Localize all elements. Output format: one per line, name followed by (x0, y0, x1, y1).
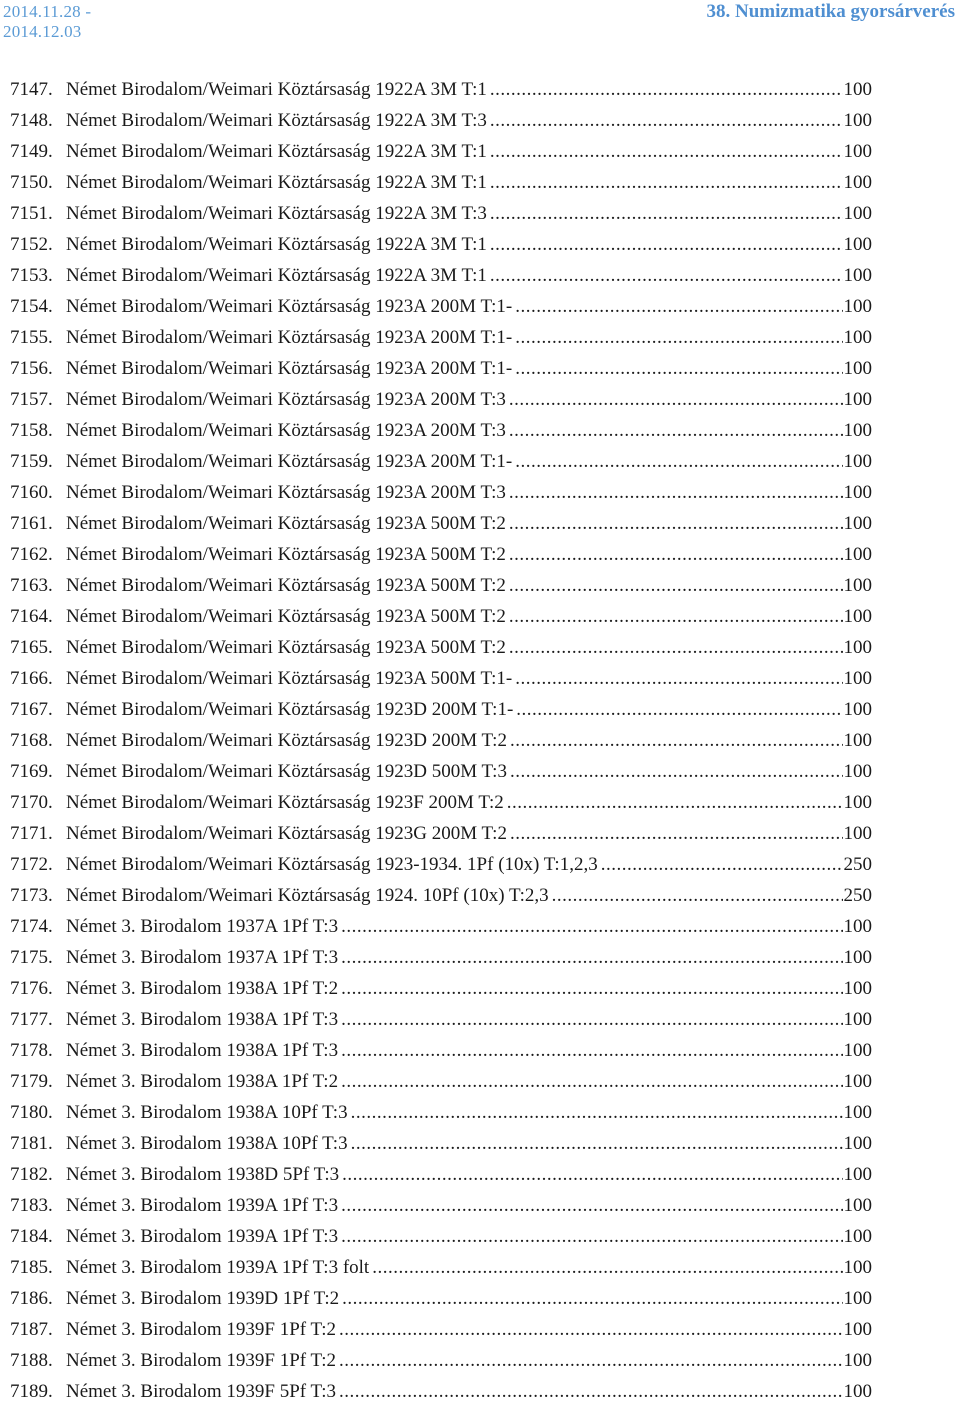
lot-number: 7151. (10, 203, 53, 224)
lot-number: 7156. (10, 358, 53, 379)
lot-starting-price: 100 (843, 1164, 872, 1185)
lot-row (10, 260, 872, 291)
lot-number: 7181. (10, 1133, 53, 1154)
lot-row (10, 1097, 872, 1128)
dot-leader (515, 446, 842, 477)
lot-starting-price: 100 (843, 203, 872, 224)
lot-starting-price: 100 (843, 1288, 872, 1309)
dot-leader (372, 1252, 842, 1283)
lot-row (10, 167, 872, 198)
dot-leader (490, 198, 843, 229)
lot-row (10, 353, 872, 384)
lot-description: Német Birodalom/Weimari Köztársaság 1923G 200M T:2 (66, 823, 507, 844)
lot-row (10, 1221, 872, 1252)
dot-leader (339, 1314, 843, 1345)
lot-starting-price: 100 (843, 1319, 872, 1340)
dot-leader (601, 849, 843, 880)
lot-number: 7187. (10, 1319, 53, 1340)
lot-starting-price: 100 (843, 1350, 872, 1371)
lot-starting-price: 100 (843, 358, 872, 379)
lot-starting-price: 100 (843, 761, 872, 782)
lot-number: 7159. (10, 451, 53, 472)
lot-number: 7157. (10, 389, 53, 410)
lot-description: Német Birodalom/Weimari Köztársaság 1923A 500M T:2 (66, 544, 506, 565)
lot-row (10, 570, 872, 601)
lot-starting-price: 100 (843, 389, 872, 410)
dot-leader (341, 1004, 842, 1035)
lot-number: 7168. (10, 730, 53, 751)
lot-starting-price: 100 (843, 916, 872, 937)
lot-description: Német Birodalom/Weimari Köztársaság 1922A 3M T:3 (66, 203, 487, 224)
lot-number: 7189. (10, 1381, 53, 1402)
lot-number: 7173. (10, 885, 53, 906)
lot-number: 7166. (10, 668, 53, 689)
lot-number: 7171. (10, 823, 53, 844)
auction-date-range: 2014.11.28 - 2014.12.03 (3, 2, 92, 41)
dot-leader (342, 1159, 842, 1190)
lot-number: 7184. (10, 1226, 53, 1247)
lot-description: Német Birodalom/Weimari Köztársaság 1923A 500M T:2 (66, 637, 506, 658)
lot-starting-price: 100 (843, 141, 872, 162)
dot-leader (490, 260, 843, 291)
lot-number: 7148. (10, 110, 53, 131)
dot-leader (552, 880, 843, 911)
dot-leader (509, 415, 843, 446)
lot-row (10, 601, 872, 632)
lot-description: Német 3. Birodalom 1939F 1Pf T:2 (66, 1319, 336, 1340)
dot-leader (341, 1066, 842, 1097)
lot-description: Német 3. Birodalom 1939F 1Pf T:2 (66, 1350, 336, 1371)
lot-description: Német 3. Birodalom 1937A 1Pf T:3 (66, 916, 339, 937)
lot-number: 7169. (10, 761, 53, 782)
lot-starting-price: 100 (843, 1226, 872, 1247)
dot-leader (351, 1097, 843, 1128)
lot-starting-price: 100 (843, 79, 872, 100)
lot-starting-price: 100 (843, 575, 872, 596)
lot-row (10, 632, 872, 663)
dot-leader (509, 632, 843, 663)
lot-row (10, 322, 872, 353)
lot-description: Német Birodalom/Weimari Köztársaság 1923A 500M T:1- (66, 668, 513, 689)
lot-description: Német 3. Birodalom 1939A 1Pf T:3 (66, 1226, 339, 1247)
dot-leader (490, 136, 843, 167)
dot-leader (490, 167, 843, 198)
lot-row (10, 849, 872, 880)
lot-starting-price: 100 (843, 792, 872, 813)
lot-description: Német 3. Birodalom 1938A 1Pf T:3 (66, 1009, 339, 1030)
dot-leader (342, 1283, 842, 1314)
lot-number: 7183. (10, 1195, 53, 1216)
lot-row (10, 446, 872, 477)
dot-leader (341, 1190, 842, 1221)
lot-row (10, 818, 872, 849)
dot-leader (509, 539, 843, 570)
lot-description: Német Birodalom/Weimari Köztársaság 1922A 3M T:1 (66, 172, 487, 193)
lot-row (10, 539, 872, 570)
lot-row (10, 1314, 872, 1345)
lot-description: Német 3. Birodalom 1939D 1Pf T:2 (66, 1288, 340, 1309)
lot-row (10, 1004, 872, 1035)
dot-leader (339, 1345, 843, 1376)
lot-description: Német Birodalom/Weimari Köztársaság 1923A 200M T:1- (66, 451, 513, 472)
lot-row (10, 415, 872, 446)
lot-description: Német Birodalom/Weimari Köztársaság 1923D 200M T:1- (66, 699, 514, 720)
lot-description: Német Birodalom/Weimari Köztársaság 1922A 3M T:1 (66, 234, 487, 255)
lot-starting-price: 100 (843, 327, 872, 348)
lot-starting-price: 100 (843, 265, 872, 286)
lot-starting-price: 100 (843, 451, 872, 472)
lot-number: 7174. (10, 916, 53, 937)
lot-description: Német 3. Birodalom 1938A 1Pf T:3 (66, 1040, 339, 1061)
lot-row (10, 477, 872, 508)
lot-starting-price: 100 (843, 1071, 872, 1092)
dot-leader (515, 663, 842, 694)
lot-row (10, 942, 872, 973)
lot-number: 7153. (10, 265, 53, 286)
dot-leader (509, 384, 843, 415)
lot-description: Német Birodalom/Weimari Köztársaság 1922A 3M T:1 (66, 265, 487, 286)
dot-leader (509, 477, 843, 508)
lot-starting-price: 100 (843, 544, 872, 565)
lot-row (10, 105, 872, 136)
lot-starting-price: 100 (843, 482, 872, 503)
lot-number: 7164. (10, 606, 53, 627)
lot-row (10, 1283, 872, 1314)
lot-row (10, 136, 872, 167)
lot-description: Német Birodalom/Weimari Köztársaság 1923A 500M T:2 (66, 513, 506, 534)
dot-leader (339, 1376, 843, 1407)
lot-description: Német Birodalom/Weimari Köztársaság 1923A 500M T:2 (66, 606, 506, 627)
lot-starting-price: 250 (843, 854, 872, 875)
lot-description: Német Birodalom/Weimari Köztársaság 1924. 10Pf (10x) T:2,3 (66, 885, 549, 906)
lot-row (10, 1035, 872, 1066)
lot-description: Német Birodalom/Weimari Köztársaság 1923A 500M T:2 (66, 575, 506, 596)
lot-row (10, 911, 872, 942)
lot-starting-price: 100 (843, 1040, 872, 1061)
lot-number: 7149. (10, 141, 53, 162)
lot-row (10, 725, 872, 756)
lot-row (10, 1159, 872, 1190)
lot-row (10, 1128, 872, 1159)
lot-row (10, 1252, 872, 1283)
lot-description: Német Birodalom/Weimari Köztársaság 1922A 3M T:3 (66, 110, 487, 131)
lot-number: 7185. (10, 1257, 53, 1278)
lot-description: Német 3. Birodalom 1938A 10Pf T:3 (66, 1133, 348, 1154)
dot-leader (515, 353, 842, 384)
lot-row (10, 229, 872, 260)
dot-leader (507, 787, 843, 818)
lot-number: 7176. (10, 978, 53, 999)
lot-row (10, 291, 872, 322)
lot-starting-price: 100 (843, 668, 872, 689)
lot-description: Német 3. Birodalom 1938A 1Pf T:2 (66, 1071, 339, 1092)
lot-row (10, 663, 872, 694)
lot-description: Német Birodalom/Weimari Köztársaság 1923A 200M T:3 (66, 389, 506, 410)
lot-number: 7170. (10, 792, 53, 813)
lot-starting-price: 100 (843, 1257, 872, 1278)
lot-starting-price: 100 (843, 1195, 872, 1216)
lot-description: Német Birodalom/Weimari Köztársaság 1923A 200M T:1- (66, 327, 513, 348)
lot-starting-price: 100 (843, 172, 872, 193)
lot-row (10, 787, 872, 818)
dot-leader (509, 570, 843, 601)
lot-description: Német Birodalom/Weimari Köztársaság 1923-1934. 1Pf (10x) T:1,2,3 (66, 854, 598, 875)
lot-starting-price: 100 (843, 637, 872, 658)
lot-number: 7186. (10, 1288, 53, 1309)
lot-description: Német 3. Birodalom 1938A 1Pf T:2 (66, 978, 339, 999)
lot-number: 7165. (10, 637, 53, 658)
dot-leader (515, 322, 842, 353)
lot-row (10, 694, 872, 725)
lot-row (10, 74, 872, 105)
lot-description: Német 3. Birodalom 1939A 1Pf T:3 (66, 1195, 339, 1216)
lot-row (10, 1345, 872, 1376)
lot-starting-price: 100 (843, 513, 872, 534)
lot-number: 7175. (10, 947, 53, 968)
lot-starting-price: 100 (843, 420, 872, 441)
lot-row (10, 508, 872, 539)
dot-leader (510, 725, 843, 756)
lot-starting-price: 250 (843, 885, 872, 906)
lot-starting-price: 100 (843, 699, 872, 720)
page-header (0, 0, 960, 41)
lot-number: 7179. (10, 1071, 53, 1092)
lot-description: Német Birodalom/Weimari Köztársaság 1922A 3M T:1 (66, 79, 487, 100)
lot-number: 7167. (10, 699, 53, 720)
lot-description: Német 3. Birodalom 1939F 5Pf T:3 (66, 1381, 336, 1402)
lot-starting-price: 100 (843, 1009, 872, 1030)
lot-starting-price: 100 (843, 823, 872, 844)
lot-number: 7152. (10, 234, 53, 255)
lot-row (10, 880, 872, 911)
dot-leader (341, 942, 842, 973)
dot-leader (351, 1128, 843, 1159)
lot-starting-price: 100 (843, 978, 872, 999)
dot-leader (490, 229, 843, 260)
lot-number: 7162. (10, 544, 53, 565)
lot-row (10, 973, 872, 1004)
dot-leader (509, 508, 843, 539)
dot-leader (341, 911, 842, 942)
dot-leader (490, 105, 843, 136)
lot-number: 7155. (10, 327, 53, 348)
lot-row (10, 198, 872, 229)
lot-starting-price: 100 (843, 234, 872, 255)
lot-starting-price: 100 (843, 1102, 872, 1123)
lot-starting-price: 100 (843, 947, 872, 968)
lot-number: 7158. (10, 420, 53, 441)
dot-leader (341, 1221, 842, 1252)
lot-number: 7177. (10, 1009, 53, 1030)
lot-number: 7178. (10, 1040, 53, 1061)
auction-title: 38. Numizmatika gyorsárverés (706, 1, 955, 22)
lot-description: Német Birodalom/Weimari Köztársaság 1923A 200M T:1- (66, 358, 513, 379)
lot-number: 7172. (10, 854, 53, 875)
lot-description: Német 3. Birodalom 1938D 5Pf T:3 (66, 1164, 340, 1185)
dot-leader (515, 291, 842, 322)
lot-description: Német 3. Birodalom 1939A 1Pf T:3 folt (66, 1257, 370, 1278)
lot-description: Német Birodalom/Weimari Köztársaság 1923A 200M T:3 (66, 482, 506, 503)
lot-starting-price: 100 (843, 296, 872, 317)
header-date-box (0, 0, 170, 41)
lot-description: Német 3. Birodalom 1937A 1Pf T:3 (66, 947, 339, 968)
lot-number: 7160. (10, 482, 53, 503)
lot-starting-price: 100 (843, 1381, 872, 1402)
lot-row (10, 384, 872, 415)
dot-leader (510, 756, 843, 787)
lot-starting-price: 100 (843, 606, 872, 627)
lot-starting-price: 100 (843, 730, 872, 751)
lot-starting-price: 100 (843, 1133, 872, 1154)
lot-number: 7161. (10, 513, 53, 534)
lot-number: 7180. (10, 1102, 53, 1123)
lot-description: Német 3. Birodalom 1938A 10Pf T:3 (66, 1102, 348, 1123)
lot-list (10, 74, 872, 1407)
lot-number: 7150. (10, 172, 53, 193)
lot-description: Német Birodalom/Weimari Köztársaság 1923A 200M T:3 (66, 420, 506, 441)
dot-leader (490, 74, 843, 105)
dot-leader (341, 1035, 842, 1066)
lot-description: Német Birodalom/Weimari Köztársaság 1922A 3M T:1 (66, 141, 487, 162)
dot-leader (341, 973, 842, 1004)
lot-row (10, 1376, 872, 1407)
dot-leader (516, 694, 842, 725)
lot-row (10, 1066, 872, 1097)
lot-number: 7188. (10, 1350, 53, 1371)
dot-leader (510, 818, 843, 849)
lot-description: Német Birodalom/Weimari Köztársaság 1923D 500M T:3 (66, 761, 507, 782)
lot-row (10, 756, 872, 787)
lot-number: 7154. (10, 296, 53, 317)
lot-number: 7147. (10, 79, 53, 100)
lot-number: 7163. (10, 575, 53, 596)
lot-number: 7182. (10, 1164, 53, 1185)
lot-description: Német Birodalom/Weimari Köztársaság 1923F 200M T:2 (66, 792, 504, 813)
lot-starting-price: 100 (843, 110, 872, 131)
lot-description: Német Birodalom/Weimari Köztársaság 1923D 200M T:2 (66, 730, 507, 751)
dot-leader (509, 601, 843, 632)
lot-row (10, 1190, 872, 1221)
lot-description: Német Birodalom/Weimari Köztársaság 1923A 200M T:1- (66, 296, 513, 317)
